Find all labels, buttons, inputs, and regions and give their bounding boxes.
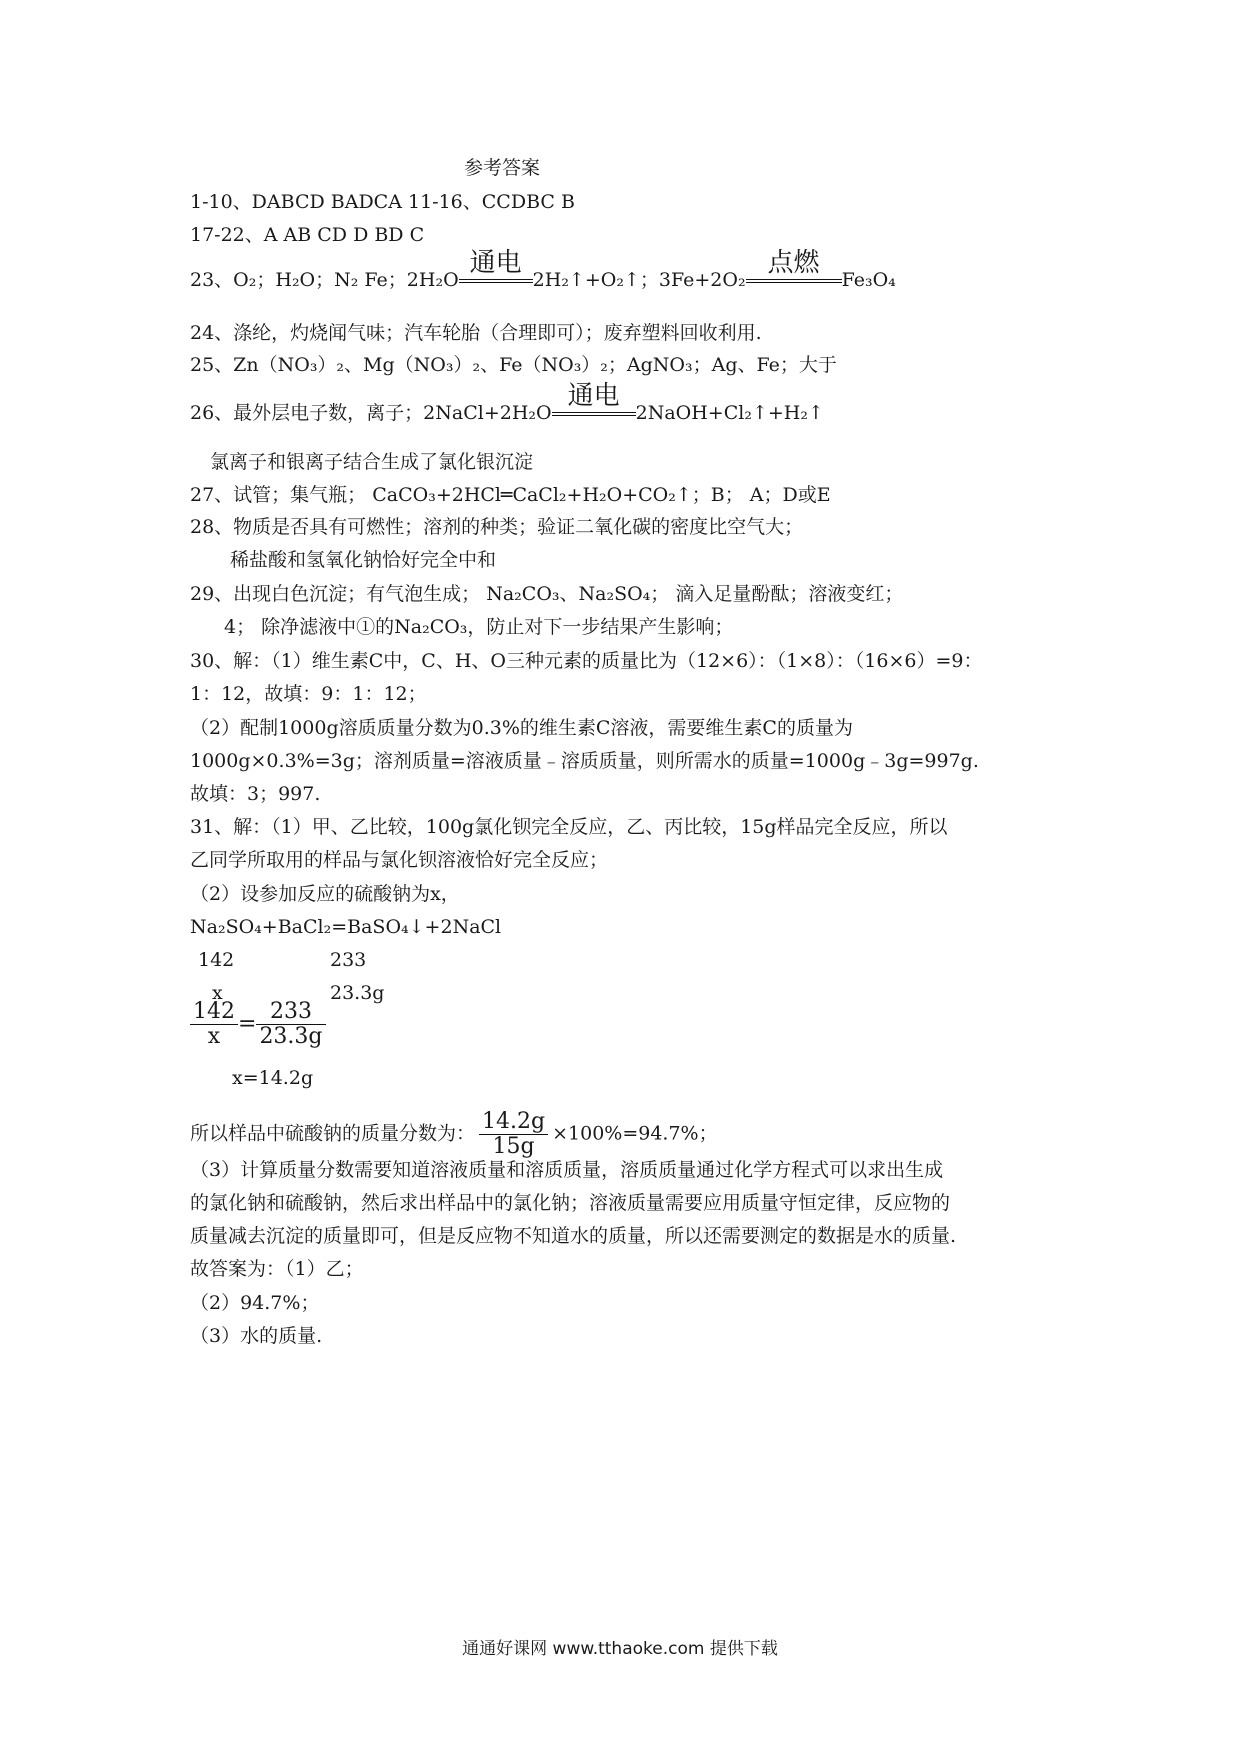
answer-line-31e: 的氯化钠和硫酸钠，然后求出样品中的氯化钠；溶液质量需要应用质量守恒定律，反应物的 <box>190 1192 951 1214</box>
unknown-x: x <box>212 982 223 1004</box>
eq26-part-b: 2NaOH+Cl₂↑+H₂↑ <box>635 402 824 424</box>
answer-line-24: 24、涤纶，灼烧闻气味；汽车轮胎（合理即可）；废弃塑料回收利用. <box>190 322 762 344</box>
answer-line-mass-fraction <box>190 1110 718 1159</box>
fraction-equals: = <box>238 1011 257 1037</box>
answer-line-26 <box>190 381 824 425</box>
fraction-numerator: 14.2g <box>479 1110 548 1135</box>
reaction-condition: 通电 <box>469 248 522 278</box>
molar-mass-b: 233 <box>330 949 367 971</box>
chemical-equation: Na₂SO₄+BaCl₂=BaSO₄↓+2NaCl <box>190 916 502 938</box>
eq23-part-a: 23、O₂；H₂O；N₂ Fe；2H₂O <box>190 269 459 291</box>
answer-line-31: 31、解：（1）甲、乙比较，100g氯化钡完全反应，乙、丙比较，15g样品完全反应，所以 <box>190 816 948 838</box>
answer-line-30: 30、解：（1）维生素C中，C、H、O三种元素的质量比为（12×6）：（1×8）：（16×6）=9： <box>190 650 983 672</box>
fraction-numerator: 233 <box>256 1000 325 1025</box>
footer-source: 通通好课网 www.tthaoke.com 提供下载 <box>462 1639 778 1659</box>
answer-line-31g: 故答案为：（1）乙； <box>190 1258 364 1280</box>
answer-line-30b: 1：12，故填：9：1：12； <box>190 683 427 705</box>
molar-mass-a: 142 <box>198 949 235 971</box>
proportion-fraction <box>190 1000 326 1049</box>
answer-line-30c: （2）配制1000g溶质质量分数为0.3%的维生素C溶液，需要维生素C的质量为 <box>190 717 853 739</box>
reaction-arrow <box>746 248 842 292</box>
answer-line-26b: 氯离子和银离子结合生成了氯化银沉淀 <box>210 451 534 473</box>
mass-fraction-label: 所以样品中硫酸钠的质量分数为： <box>190 1122 476 1145</box>
mass-fraction-result: ×100%=94.7%； <box>552 1122 718 1145</box>
eq23-part-c: Fe₃O₄ <box>841 269 896 291</box>
reaction-arrow <box>459 248 533 292</box>
fraction-denominator: 23.3g <box>259 1024 323 1049</box>
answer-line-31i: （3）水的质量. <box>190 1325 323 1347</box>
answer-line-25: 25、Zn（NO₃）₂、Mg（NO₃）₂、Fe（NO₃）₂；AgNO₃；Ag、Fe；大于 <box>190 354 837 376</box>
percent-fraction <box>479 1110 548 1159</box>
fraction-denominator: x <box>207 1024 221 1049</box>
answer-line-1: 1-10、DABCD BADCA 11-16、CCDBC B <box>190 191 575 213</box>
reaction-arrow <box>552 381 636 425</box>
answer-line-23 <box>190 248 896 292</box>
answer-line-29b: 4； 除净滤液中①的Na₂CO₃，防止对下一步结果产生影响； <box>224 616 734 638</box>
answer-line-29: 29、出现白色沉淀；有气泡生成； Na₂CO₃、Na₂SO₄； 滴入足量酚酞；溶液变红； <box>190 583 904 605</box>
fraction-right <box>256 1000 325 1049</box>
fraction-denominator: 15g <box>492 1134 535 1159</box>
reaction-condition: 点燃 <box>767 248 820 278</box>
eq26-part-a: 26、最外层电子数，离子；2NaCl+2H₂O <box>190 402 552 424</box>
answer-line-2: 17-22、A AB CD D BD C <box>190 224 425 246</box>
reaction-condition: 通电 <box>567 381 620 411</box>
answer-line-28b: 稀盐酸和氢氧化钠恰好完全中和 <box>230 549 497 571</box>
answer-line-31f: 质量减去沉淀的质量即可，但是反应物不知道水的质量，所以还需要测定的数据是水的质量. <box>190 1225 957 1247</box>
answer-line-31c: （2）设参加反应的硫酸钠为x， <box>190 883 460 905</box>
eq23-part-b: 2H₂↑+O₂↑；3Fe+2O₂ <box>532 269 746 291</box>
mass-value: 23.3g <box>330 982 385 1004</box>
fraction-numerator: 142 <box>190 1000 238 1025</box>
answer-line-28: 28、物质是否具有可燃性；溶剂的种类；验证二氧化碳的密度比空气大； <box>190 516 804 538</box>
page-title: 参考答案 <box>464 157 541 179</box>
answer-line-27: 27、试管；集气瓶； CaCO₃+2HCl═CaCl₂+H₂O+CO₂↑；B； A；D或E <box>190 484 831 506</box>
result-x: x=14.2g <box>232 1067 314 1089</box>
fraction-left <box>190 1000 238 1049</box>
answer-line-31d: （3）计算质量分数需要知道溶液质量和溶质质量，溶质质量通过化学方程式可以求出生成 <box>190 1159 944 1181</box>
answer-line-31h: （2）94.7%； <box>190 1292 320 1314</box>
answer-line-30e: 故填：3；997. <box>190 783 321 805</box>
answer-line-30d: 1000g×0.3%=3g；溶剂质量=溶液质量﹣溶质质量，则所需水的质量=1000g﹣3g=997g. <box>190 750 979 772</box>
answer-line-31b: 乙同学所取用的样品与氯化钡溶液恰好完全反应； <box>190 849 609 871</box>
